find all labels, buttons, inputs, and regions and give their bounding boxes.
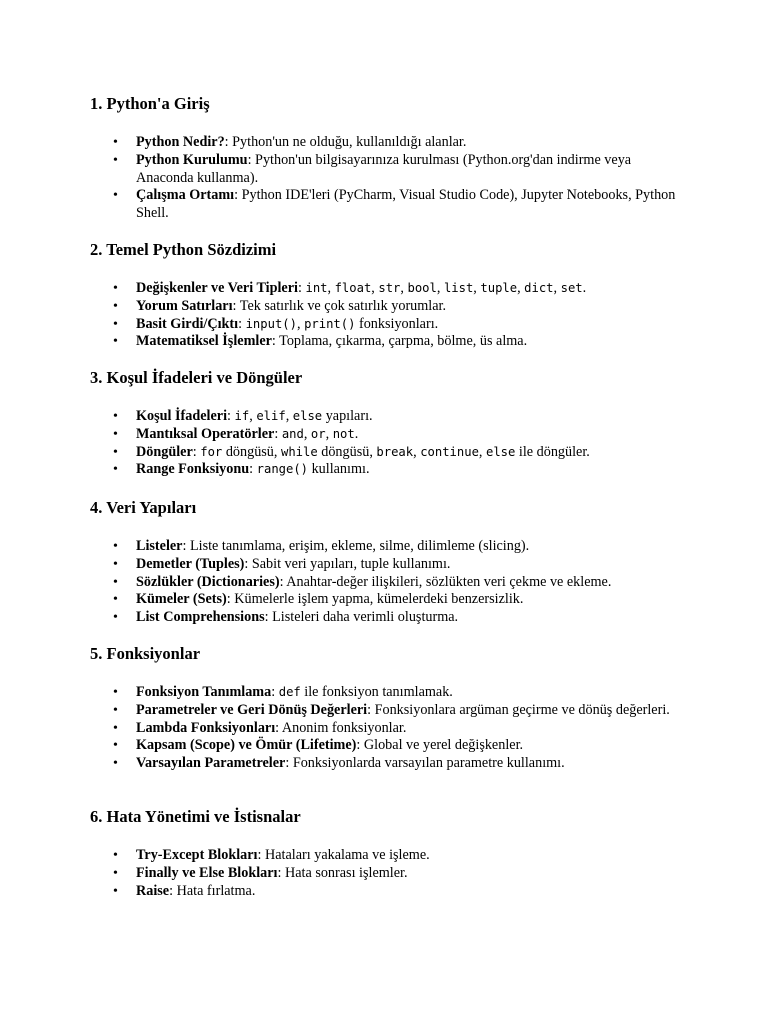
- list-item: [90, 609, 688, 627]
- list-item: [90, 591, 688, 609]
- item-term: Sözlükler (Dictionaries): [136, 573, 280, 590]
- item-term: Python Kurulumu: [136, 151, 248, 168]
- list-item: [90, 720, 688, 738]
- code-token: continue: [420, 444, 479, 459]
- item-term: Range Fonksiyonu: [136, 461, 250, 478]
- item-desc: : Liste tanımlama, erişim, ekleme, silme, dilimleme (slicing).: [182, 538, 530, 554]
- list-item: • Koşul İfadeleri: if, elif, else yapıları.: [90, 408, 688, 426]
- code-token: else: [292, 409, 323, 423]
- bullet-list: [90, 847, 688, 900]
- item-desc: : Anonim fonksiyonlar.: [275, 719, 407, 736]
- item-term: Kapsam (Scope) ve Ömür (Lifetime): [136, 737, 357, 754]
- item-term: Kümeler (Sets): [136, 591, 227, 608]
- item-desc: : Hata fırlatma.: [169, 882, 256, 899]
- item-desc: : Hataları yakalama ve işleme.: [257, 847, 430, 863]
- item-desc: : Python'un bilgisayarınıza kurulması (Python.org'dan indirme veya Anaconda kullanma).: [136, 151, 632, 186]
- list-item: [90, 333, 688, 351]
- code-token: float: [334, 281, 372, 295]
- list-item: [90, 152, 688, 188]
- item-term: Parametreler ve Geri Dönüş Değerleri: [136, 701, 368, 718]
- code-token: str: [378, 281, 401, 295]
- code-token: bool: [407, 281, 437, 295]
- section-data-structures: [90, 498, 688, 627]
- item-tail: .: [354, 425, 359, 442]
- item-term: Değişkenler ve Veri Tipleri: [136, 280, 298, 296]
- section-heading: 1. Python'a Giriş: [90, 94, 210, 113]
- list-item: [90, 187, 688, 223]
- list-item: • Mantıksal Operatörler: and, or, not.: [90, 426, 688, 444]
- section-heading: 3. Koşul İfadeleri ve Döngüler: [90, 368, 303, 387]
- item-desc: : Hata sonrası işlemler.: [277, 864, 408, 881]
- code-token: print(): [304, 316, 356, 331]
- list-item: [90, 755, 688, 773]
- list-item: [90, 574, 688, 592]
- item-term: Döngüler: [136, 443, 193, 460]
- item-tail: kullanımı.: [308, 461, 370, 478]
- bullet-list: [90, 684, 688, 773]
- item-term: Demetler (Tuples): [136, 555, 245, 572]
- item-sep: :: [297, 280, 306, 296]
- item-tail: yapıları.: [322, 408, 373, 424]
- code-token: for: [200, 444, 223, 459]
- item-desc: : Fonksiyonlarda varsayılan parametre kullanımı.: [285, 755, 565, 772]
- code-token: int: [305, 281, 328, 295]
- code-token: if: [234, 409, 250, 423]
- list-item: [90, 847, 688, 865]
- item-tail: fonksiyonları.: [355, 315, 439, 332]
- item-desc: : Tek satırlık ve çok satırlık yorumlar.: [232, 297, 447, 314]
- code-token: elif: [256, 409, 286, 423]
- code-token: or: [310, 426, 326, 441]
- code-token: not: [332, 426, 355, 441]
- code-token: break: [376, 444, 414, 459]
- item-sep: :: [192, 443, 201, 460]
- section-error-handling: [90, 807, 688, 900]
- section-functions: [90, 644, 688, 773]
- item-desc: : Sabit veri yapıları, tuple kullanımı.: [244, 555, 451, 572]
- list-item: [90, 883, 688, 901]
- item-term: Çalışma Ortamı: [136, 187, 235, 204]
- item-desc: : Fonksiyonlara argüman geçirme ve dönüş değerleri.: [367, 701, 670, 718]
- item-text: ,: [413, 443, 421, 460]
- list-item: [90, 556, 688, 574]
- item-desc: : Anahtar-değer ilişkileri, sözlükten veri çekme ve ekleme.: [279, 573, 612, 590]
- item-term: Basit Girdi/Çıktı: [136, 315, 239, 332]
- section-python-intro: [90, 94, 688, 223]
- section-heading: 5. Fonksiyonlar: [90, 644, 201, 663]
- list-item: [90, 737, 688, 755]
- item-desc: : Python'un ne olduğu, kullanıldığı alanlar.: [224, 134, 467, 150]
- item-term: Matematiksel İşlemler: [136, 333, 272, 350]
- item-term: Varsayılan Parametreler: [136, 755, 286, 772]
- item-tail: ile fonksiyon tanımlamak.: [300, 684, 453, 700]
- section-heading: 6. Hata Yönetimi ve İstisnalar: [90, 807, 301, 826]
- item-term: Python Nedir?: [136, 134, 225, 150]
- item-text: ,: [478, 443, 486, 460]
- item-term: Listeler: [136, 538, 183, 554]
- item-text: döngüsü,: [222, 443, 281, 460]
- section-conditions-loops: [90, 368, 688, 479]
- bullet-list: [90, 280, 688, 351]
- bullet-list: [90, 538, 688, 627]
- code-token: while: [281, 444, 318, 459]
- list-item: [90, 298, 688, 316]
- list-item: • Değişkenler ve Veri Tipleri: int, float, str, bool, list, tuple, dict, set.: [90, 280, 688, 298]
- item-desc: : Toplama, çıkarma, çarpma, bölme, üs alma.: [271, 333, 528, 350]
- item-term: Lambda Fonksiyonları: [136, 719, 276, 736]
- code-token: input(): [245, 316, 297, 331]
- item-text: döngüsü,: [317, 443, 377, 460]
- item-tail: ile döngüler.: [515, 443, 590, 460]
- item-term: Koşul İfadeleri: [136, 408, 228, 424]
- item-desc: : Listeleri daha verimli oluşturma.: [264, 609, 459, 626]
- item-term: Raise: [136, 882, 170, 899]
- item-sep: :: [249, 461, 257, 478]
- item-sep: :: [227, 408, 235, 424]
- code-token: dict: [524, 281, 554, 295]
- code-token: and: [281, 426, 304, 441]
- section-heading: 2. Temel Python Sözdizimi: [90, 240, 277, 259]
- bullet-list: [90, 408, 688, 479]
- item-term: Fonksiyon Tanımlama: [136, 684, 272, 700]
- list-item: [90, 865, 688, 883]
- item-tail: .: [582, 280, 587, 296]
- code-token: range(): [256, 462, 309, 477]
- item-desc: : Python IDE'leri (PyCharm, Visual Studio Code), Jupyter Notebooks, Python Shell.: [136, 187, 676, 222]
- list-item: [90, 538, 688, 556]
- list-item: [90, 461, 688, 479]
- list-item: [90, 684, 688, 702]
- item-term: List Comprehensions: [136, 609, 265, 626]
- bullet-list: [90, 134, 688, 223]
- item-desc: : Global ve yerel değişkenler.: [356, 737, 524, 754]
- item-desc: : Kümelerle işlem yapma, kümelerdeki benzersizlik.: [226, 591, 524, 608]
- section-heading: 4. Veri Yapıları: [90, 498, 197, 517]
- code-token: tuple: [480, 281, 518, 295]
- item-sep: :: [238, 315, 246, 332]
- list-item: [90, 134, 688, 152]
- item-term: Mantıksal Operatörler: [136, 425, 275, 442]
- item-term: Finally ve Else Blokları: [136, 864, 278, 881]
- list-item: [90, 444, 688, 462]
- code-token: set: [560, 281, 583, 295]
- item-term: Try-Except Blokları: [136, 847, 258, 863]
- list-item: • Basit Girdi/Çıktı: input(), print() fonksiyonları.: [90, 316, 688, 334]
- item-term: Yorum Satırları: [136, 297, 233, 314]
- code-token: list: [443, 281, 474, 295]
- section-basic-syntax: [90, 240, 688, 351]
- item-sep: :: [274, 425, 282, 442]
- code-token: def: [278, 685, 301, 699]
- item-sep: :: [271, 684, 279, 700]
- code-token: else: [486, 444, 516, 459]
- list-item: [90, 702, 688, 720]
